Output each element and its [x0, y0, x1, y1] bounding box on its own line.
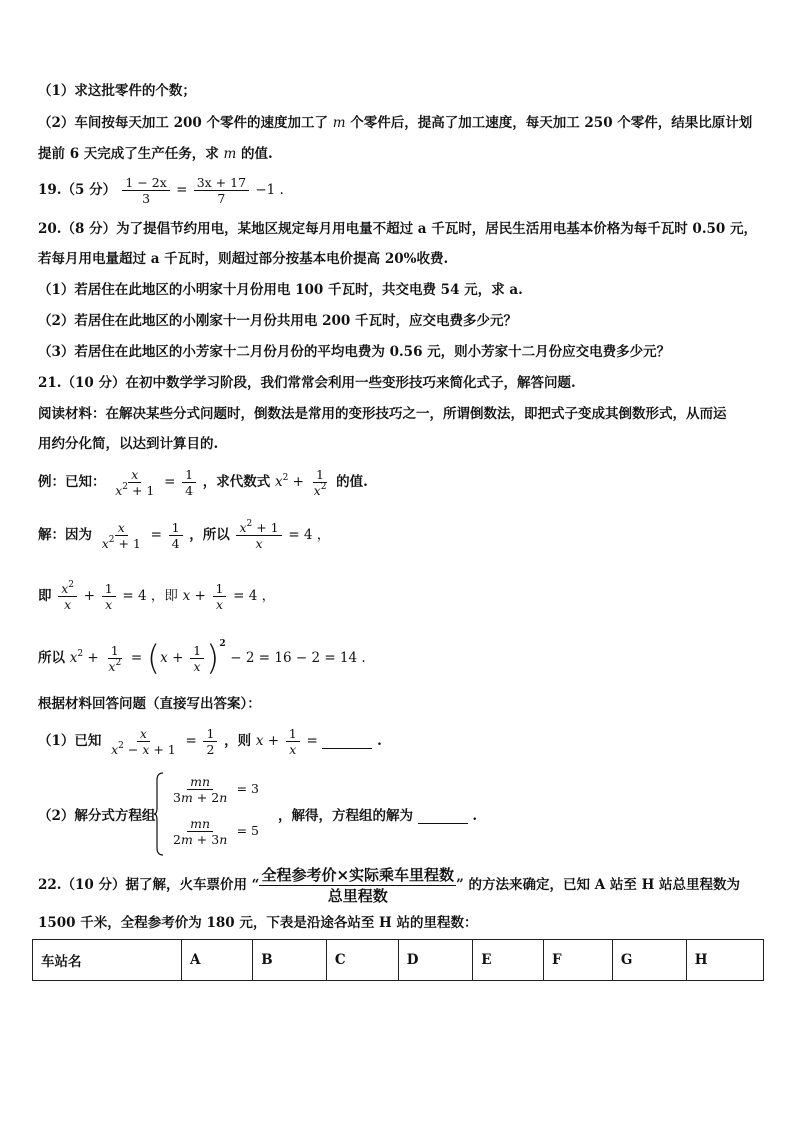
- table-cell: A: [182, 940, 253, 981]
- q20-part3: （3）若居住在此地区的小芳家十二月份月份的平均电费为 0.56 元，则小芳家十二月份应交电费多少元？: [38, 344, 671, 360]
- q21-solution-line2: 即 $\frac{x^2}{x}$ + $\frac{1}{x}$ = 4 ，即 x + $\frac{1}{x}$ = 4 ，: [38, 580, 276, 612]
- station-table: [32, 939, 764, 981]
- q21-reading-line1: 阅读材料：在解决某些分式问题时，倒数法是常用的变形技巧之一，所谓倒数法，即把式子变成其倒数形式，从而运: [38, 406, 727, 422]
- q21-answer1: （1）已知 $\frac{x}{x^2 - x + 1}$ = $\frac{1}{2}$ ，则 x + $\frac{1}{x}$ = .: [38, 726, 382, 757]
- q19-left-fraction: $\frac{1 - 2x}{3}$: [122, 175, 169, 206]
- q21-answer-intro: 根据材料回答问题（直接写出答案）：: [38, 696, 261, 712]
- table-cell: C: [326, 940, 398, 981]
- table-cell: F: [543, 940, 612, 981]
- q18-part2-line2: 提前 6 天完成了生产任务，求 m 的值.: [38, 146, 273, 162]
- answer-blank-1[interactable]: [322, 734, 372, 749]
- q20-line1: 20.（8 分）为了提倡节约用电，某地区规定每月用电量不超过 a 千瓦时，居民生活用电基本价格为每千瓦时 0.50 元，: [38, 221, 758, 237]
- q22-price-formula: 全程参考价×实际乘车里程数 总里程数: [261, 866, 455, 905]
- left-brace-icon: [154, 772, 164, 856]
- q20-part1: （1）若居住在此地区的小明家十月份用电 100 千瓦时，共交电费 54 元，求 a.: [38, 282, 523, 298]
- table-cell: D: [398, 940, 472, 981]
- answer-blank-2[interactable]: [418, 809, 468, 824]
- q22-line1: 22.（10 分）据了解，火车票价用 “ 全程参考价×实际乘车里程数 总里程数 ” 的方法来确定，已知 A 站至 H 站总里程数为: [38, 866, 741, 905]
- q18-part2-line1: （2）车间按每天加工 200 个零件的速度加工了 m 个零件后，提高了加工速度，每天加工 250 个零件，结果比原计划: [38, 115, 753, 131]
- q19: 19.（5 分） $\frac{1 - 2x}{3}$ = $\frac{3x + 17}{7}$ −1 .: [38, 175, 284, 206]
- q22-line2: 1500 千米，全程参考价为 180 元，下表是沿途各站至 H 站的里程数：: [38, 915, 478, 931]
- table-cell: E: [473, 940, 544, 981]
- q21-example: 例：已知： $\frac{x}{x^2 + 1}$ = $\frac{1}{4}$ ，求代数式 $x^2$ + $\frac{1}{x^2}$ 的值.: [38, 467, 368, 498]
- q19-right-fraction: $\frac{3x + 17}{7}$: [194, 175, 249, 206]
- table-cell: G: [612, 940, 686, 981]
- q18-part1: （1）求这批零件的个数；: [38, 83, 196, 99]
- q21-answer2: （2）解分式方程组 $\frac{mn}{3m + 2n}$ = 3 $\frac{mn}{2m + 3n}$ = 5 ，解得，方程组的解为 .: [38, 772, 758, 856]
- table-cell: 车站名: [33, 940, 182, 981]
- q21-solution-line1: 解：因为 $\frac{x}{x^2 + 1}$ = $\frac{1}{4}$ ，所以 $\frac{x^2 + 1}{x}$ = 4 ，: [38, 519, 331, 551]
- q21-reading-line2: 用约分化简，以达到计算目的.: [38, 436, 219, 452]
- q20-part2: （2）若居住在此地区的小刚家十一月份共用电 200 千瓦时，应交电费多少元？: [38, 313, 517, 329]
- q20-line2: 若每月用电量超过 a 千瓦时，则超过部分按基本电价提高 20%收费.: [38, 251, 449, 267]
- table-cell: H: [686, 940, 763, 981]
- q21-solution-line3: 所以 $x^2$ + $\frac{1}{x^2}$ = (x + $\frac{1}{x}$ )$^2$ − 2 = 16 − 2 = 14 .: [38, 638, 366, 679]
- table-row: [33, 940, 764, 981]
- table-cell: B: [253, 940, 327, 981]
- q21-intro: 21.（10 分）在初中数学学习阶段，我们常常会利用一些变形技巧来简化式子，解答问题.: [38, 375, 576, 391]
